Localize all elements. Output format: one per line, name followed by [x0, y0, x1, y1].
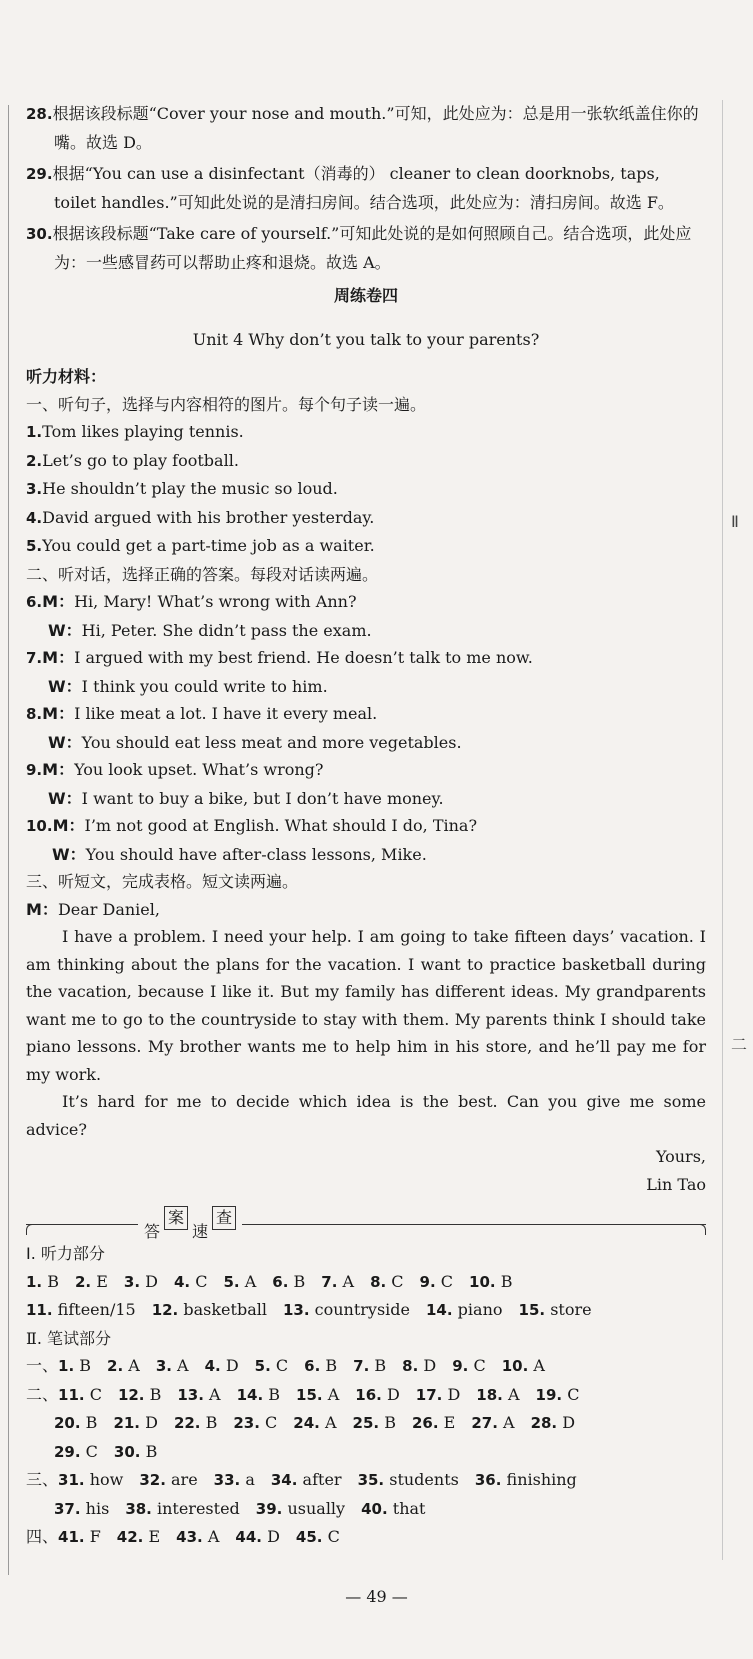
- answer-item: [214, 1470, 255, 1489]
- answer-value: C: [327, 1527, 340, 1546]
- sentence-number: 4.: [26, 508, 43, 527]
- answer-number: 20.: [54, 1414, 81, 1432]
- answer-value: B: [325, 1356, 338, 1375]
- answer-number: 30.: [113, 1442, 141, 1461]
- sentence-text: Let’s go to play football.: [42, 450, 239, 470]
- listening-part3-instruction: 三、听短文，完成表格。短文读两遍。: [26, 872, 299, 891]
- explanation-number: 28.: [26, 105, 53, 123]
- answer-value: A: [503, 1413, 515, 1432]
- answer-item: [114, 1442, 157, 1461]
- explanation-text: 根据该段标题“Cover your nose and mouth.”可知，此处应为：总是用一张软纸盖住你的嘴。故选 D。: [52, 104, 699, 152]
- answer-number: 9.: [419, 1272, 436, 1291]
- speaker-m-label: M：: [42, 704, 75, 723]
- answer-item: [271, 1470, 342, 1489]
- letter-signature: Lin Tao: [646, 1174, 706, 1194]
- answer-value: B: [79, 1356, 92, 1375]
- answer-value: fifteen/15: [57, 1300, 136, 1319]
- answer-value: E: [148, 1527, 161, 1546]
- answer-item: [296, 1385, 339, 1404]
- answer-number: 6.: [272, 1272, 289, 1291]
- answer-item: [502, 1356, 545, 1375]
- written-answer-row: [26, 1438, 706, 1467]
- dialogue-m-text: Hi, Mary! What’s wrong with Ann?: [74, 592, 357, 611]
- answer-number: 10.: [469, 1272, 496, 1291]
- answer-key-char: 速: [192, 1222, 209, 1241]
- answer-item: [174, 1272, 207, 1291]
- answer-item: [361, 1499, 425, 1518]
- answer-number: 21.: [113, 1414, 141, 1432]
- answer-value: students: [389, 1470, 459, 1489]
- written-answer-row: [26, 1495, 706, 1524]
- dialogue-w-text: You should eat less meat and more vegetables.: [81, 732, 462, 752]
- answer-item: [75, 1272, 108, 1291]
- answer-number: 7.: [321, 1272, 338, 1291]
- answer-number: 13.: [177, 1385, 204, 1404]
- dialogue-line-m: [26, 644, 706, 673]
- letter-closing: Yours,: [655, 1147, 706, 1166]
- answer-number: 26.: [411, 1414, 439, 1432]
- answer-number: 40.: [361, 1499, 388, 1518]
- section-prefix: 四、: [26, 1527, 59, 1546]
- written-answers: [26, 1352, 706, 1552]
- answer-item: [125, 1499, 239, 1518]
- letter-paragraph-1: I have a problem. I need your help. I am going to take fifteen days’ vacation. I am thinking about the plans for the vacation. I want to practice basketball during the vacation, because I like it. But my family has different ideas. My grandparents want me to go to the countryside to stay with them. My parents think I should take piano lessons. My brother wants me to help him in his store, and he’ll pay me for my work.: [26, 927, 706, 1084]
- dialogue-number: 8.: [26, 705, 43, 723]
- letter-greeting: Dear Daniel,: [57, 899, 160, 919]
- answer-item: [139, 1470, 197, 1489]
- answer-item: [223, 1272, 256, 1291]
- answer-number: 38.: [125, 1499, 152, 1518]
- dialogue-line-w: [26, 841, 706, 869]
- answer-value: C: [85, 1441, 98, 1461]
- answer-number: 2.: [107, 1357, 124, 1375]
- answer-item: [58, 1385, 102, 1404]
- answer-item: [107, 1356, 140, 1375]
- answer-value: usually: [287, 1498, 346, 1518]
- answer-value: D: [562, 1413, 576, 1432]
- explanation-number: 30.: [26, 225, 53, 243]
- answer-value: B: [268, 1384, 281, 1404]
- explanation-text: 根据“You can use a disinfectant（消毒的） cleaner to clean doorknobs, taps, toilet handles.”可知此处说的是清扫房间。结合选项，此处应为：清扫房间。故选 F。: [52, 164, 674, 212]
- listening-answers: [26, 1268, 706, 1325]
- answer-value: a: [245, 1470, 255, 1489]
- answer-value: A: [207, 1527, 220, 1546]
- answers-part-i-heading: Ⅰ. 听力部分: [26, 1244, 105, 1263]
- answer-value: countryside: [314, 1300, 410, 1319]
- answer-value: A: [324, 1413, 337, 1432]
- answer-row: [26, 1296, 706, 1325]
- sentence-number: 5.: [26, 537, 43, 555]
- answer-number: 29.: [54, 1442, 81, 1461]
- written-answer-row: [26, 1466, 706, 1495]
- column-divider: [722, 100, 723, 1560]
- dialogue-m-text: I like meat a lot. I have it every meal.: [74, 704, 378, 723]
- answer-value: D: [267, 1527, 280, 1546]
- answer-item: [256, 1499, 345, 1518]
- answer-item: [156, 1356, 189, 1375]
- answer-item: [402, 1356, 436, 1375]
- answer-item: [176, 1527, 219, 1546]
- answer-number: 37.: [54, 1499, 81, 1518]
- answer-number: 7.: [353, 1357, 370, 1375]
- listening-part2-instruction: 二、听对话，选择正确的答案。每段对话读两遍。: [26, 564, 379, 584]
- answer-value: B: [500, 1271, 513, 1291]
- answer-number: 18.: [476, 1385, 503, 1404]
- answer-item: [370, 1272, 403, 1291]
- dialogue-number: 9.: [26, 761, 43, 779]
- dialogue-number: 10.: [26, 817, 53, 835]
- answer-key-char: 查: [212, 1206, 236, 1230]
- speaker-m-label: M：: [42, 648, 75, 667]
- answer-number: 14.: [236, 1385, 264, 1404]
- answer-value: his: [85, 1498, 110, 1518]
- answer-value: basketball: [183, 1300, 267, 1319]
- answer-value: E: [443, 1413, 456, 1432]
- answer-item: [117, 1527, 160, 1546]
- answer-number: 5.: [254, 1357, 271, 1375]
- answer-value: that: [392, 1498, 426, 1518]
- answer-value: B: [374, 1356, 387, 1375]
- answer-item: [124, 1272, 158, 1291]
- answer-value: D: [447, 1384, 461, 1404]
- answer-value: C: [265, 1413, 278, 1432]
- answer-number: 12.: [117, 1385, 145, 1404]
- speaker-w-label: W：: [52, 844, 86, 864]
- dialogue-m-text: You look upset. What’s wrong?: [74, 760, 324, 779]
- answer-number: 41.: [58, 1528, 85, 1546]
- sentence-number: 3.: [26, 480, 43, 498]
- answer-number: 35.: [357, 1471, 385, 1489]
- answer-value: C: [89, 1384, 102, 1404]
- listening-sentence: [26, 475, 706, 504]
- dialogue-w-text: Hi, Peter. She didn’t pass the exam.: [81, 620, 372, 640]
- answer-number: 8.: [402, 1357, 419, 1375]
- answer-number: 45.: [295, 1528, 323, 1546]
- sentence-text: He shouldn’t play the music so loud.: [42, 479, 338, 498]
- sentence-number: 1.: [26, 423, 43, 441]
- answer-item: [475, 1470, 577, 1489]
- right-edge-glyph: Ⅱ: [731, 512, 739, 531]
- listening-dialogues: [26, 588, 706, 868]
- listening-sentence: [26, 532, 706, 561]
- answer-key-char: 案: [164, 1206, 188, 1230]
- answer-item: [255, 1356, 288, 1375]
- answer-value: D: [225, 1356, 239, 1375]
- answer-number: 11.: [58, 1385, 85, 1404]
- answer-value: A: [244, 1271, 257, 1291]
- answer-value: B: [145, 1441, 158, 1461]
- written-answer-row: [26, 1352, 706, 1381]
- answer-number: 13.: [282, 1301, 310, 1319]
- explanation-item: [26, 160, 706, 216]
- main-column: [26, 100, 706, 1552]
- answer-number: 1.: [26, 1272, 43, 1291]
- answer-item: [426, 1300, 503, 1319]
- answer-number: 44.: [235, 1528, 262, 1546]
- answer-item: [205, 1356, 239, 1375]
- answer-value: C: [567, 1384, 580, 1404]
- answer-value: A: [209, 1384, 221, 1404]
- answer-number: 34.: [270, 1471, 298, 1489]
- speaker-m-label: M：: [52, 816, 85, 835]
- dialogue-number: 6.: [26, 593, 43, 611]
- answer-number: 19.: [535, 1385, 563, 1404]
- answer-item: [469, 1272, 512, 1291]
- answer-number: 23.: [233, 1414, 260, 1432]
- answer-item: [58, 1470, 123, 1489]
- answer-value: B: [85, 1413, 98, 1432]
- answer-item: [293, 1413, 336, 1432]
- dialogue-line-w: [26, 729, 706, 757]
- sentence-text: Tom likes playing tennis.: [42, 422, 244, 441]
- answer-value: D: [423, 1356, 437, 1375]
- answer-item: [58, 1356, 91, 1375]
- speaker-w-label: W：: [48, 676, 82, 696]
- answer-item: [536, 1385, 580, 1404]
- explanation-item: [26, 220, 706, 276]
- answer-number: 27.: [471, 1414, 498, 1432]
- answer-item: [58, 1527, 101, 1546]
- answer-item: [152, 1300, 267, 1319]
- answer-key-header: [26, 1206, 706, 1240]
- answer-value: C: [391, 1271, 404, 1291]
- answer-item: [118, 1385, 161, 1404]
- answer-item: [177, 1385, 220, 1404]
- answer-value: E: [96, 1271, 108, 1291]
- answer-item: [416, 1385, 461, 1404]
- speaker-m-label: M：: [42, 760, 75, 779]
- answer-value: D: [386, 1384, 400, 1404]
- answer-value: D: [145, 1413, 158, 1432]
- answer-number: 10.: [501, 1357, 529, 1375]
- answer-item: [358, 1470, 459, 1489]
- sentence-number: 2.: [26, 451, 43, 470]
- answer-item: [420, 1272, 453, 1291]
- listening-sentence: [26, 504, 706, 533]
- dialogue-line-w: [26, 673, 706, 701]
- answer-item: [531, 1413, 576, 1432]
- section-prefix: 二、: [26, 1384, 59, 1404]
- section-prefix: 一、: [26, 1356, 59, 1375]
- answer-item: [304, 1356, 337, 1375]
- answer-value: finishing: [506, 1470, 577, 1489]
- answer-value: D: [145, 1271, 158, 1291]
- dialogue-line-m: [26, 756, 706, 785]
- sentence-text: You could get a part-time job as a waiter.: [42, 536, 375, 555]
- written-answer-row: [26, 1409, 706, 1438]
- answer-value: B: [205, 1413, 218, 1432]
- speaker-w-label: W：: [48, 620, 82, 640]
- dialogue-m-text: I argued with my best friend. He doesn’t talk to me now.: [74, 648, 533, 667]
- answer-item: [355, 1385, 400, 1404]
- answer-number: 9.: [452, 1357, 469, 1375]
- answer-number: 11.: [26, 1301, 53, 1319]
- answer-number: 12.: [151, 1301, 179, 1319]
- explanations-block: [26, 100, 706, 276]
- answer-value: C: [195, 1271, 208, 1291]
- answer-item: [26, 1300, 136, 1319]
- answer-number: 31.: [58, 1471, 85, 1489]
- answer-value: B: [293, 1271, 306, 1291]
- answer-item: [452, 1356, 485, 1375]
- answer-number: 4.: [173, 1272, 191, 1291]
- answer-value: B: [149, 1384, 162, 1404]
- answer-number: 22.: [173, 1414, 201, 1432]
- answer-row: [26, 1268, 706, 1297]
- listening-part1-instruction: 一、听句子，选择与内容相符的图片。每个句子读一遍。: [26, 394, 427, 414]
- answer-item: [174, 1413, 217, 1432]
- letter-paragraph-2: It’s hard for me to decide which idea is the best. Can you give me some advice?: [26, 1092, 706, 1139]
- answer-number: 16.: [355, 1385, 382, 1404]
- answer-value: A: [342, 1271, 355, 1291]
- answer-item: [272, 1272, 305, 1291]
- answer-number: 25.: [352, 1414, 380, 1432]
- answer-item: [233, 1413, 277, 1432]
- answer-item: [54, 1499, 109, 1518]
- answer-item: [54, 1442, 98, 1461]
- answer-item: [54, 1413, 97, 1432]
- answer-number: 8.: [370, 1272, 387, 1291]
- answer-item: [471, 1413, 514, 1432]
- answer-value: after: [302, 1470, 342, 1489]
- answer-number: 17.: [415, 1385, 443, 1404]
- explanation-item: [26, 100, 706, 156]
- answer-number: 24.: [293, 1414, 320, 1432]
- answer-value: A: [533, 1356, 545, 1375]
- answer-item: [353, 1356, 386, 1375]
- answer-number: 36.: [474, 1471, 502, 1489]
- section-prefix: 三、: [26, 1470, 59, 1489]
- explanation-number: 29.: [26, 165, 53, 183]
- answer-value: piano: [457, 1300, 503, 1319]
- dialogue-line-w: [26, 617, 706, 645]
- speaker-w-label: W：: [48, 788, 82, 808]
- answer-item: [113, 1413, 158, 1432]
- answer-item: [296, 1527, 340, 1546]
- answer-number: 28.: [530, 1414, 558, 1432]
- answer-number: 1.: [58, 1357, 75, 1375]
- answer-number: 2.: [75, 1272, 92, 1291]
- answer-item: [26, 1272, 59, 1291]
- dialogue-w-text: You should have after-class lessons, Mike.: [85, 844, 427, 864]
- answer-number: 6.: [304, 1357, 321, 1375]
- listening-sentences: [26, 418, 706, 561]
- answer-number: 43.: [176, 1528, 203, 1546]
- answer-value: A: [327, 1384, 340, 1404]
- answer-value: C: [275, 1356, 289, 1375]
- answer-number: 39.: [255, 1499, 283, 1518]
- section-title: 周练卷四: [333, 286, 398, 305]
- listening-sentence: [26, 418, 706, 447]
- section-subtitle: Unit 4 Why don’t you talk to your parents?: [192, 329, 540, 349]
- answer-key-char: 答: [144, 1222, 161, 1241]
- dialogue-w-text: I want to buy a bike, but I don’t have money.: [81, 788, 444, 808]
- dialogue-line-m: [26, 812, 706, 841]
- answer-value: F: [89, 1527, 101, 1546]
- listening-sentence: [26, 447, 706, 476]
- answer-item: [353, 1413, 396, 1432]
- dialogue-line-w: [26, 785, 706, 813]
- answer-number: 15.: [518, 1301, 546, 1319]
- answer-value: B: [47, 1271, 59, 1291]
- answer-item: [519, 1300, 592, 1319]
- answer-number: 14.: [426, 1301, 453, 1319]
- answer-value: A: [128, 1356, 140, 1375]
- left-margin-rule: [8, 105, 9, 1575]
- answer-value: how: [89, 1470, 124, 1489]
- explanation-text: 根据该段标题“Take care of yourself.”可知此处说的是如何照顾自己。结合选项，此处应为：一些感冒药可以帮助止疼和退烧。故选 A。: [52, 224, 692, 272]
- answer-number: 3.: [155, 1357, 172, 1375]
- answer-number: 42.: [116, 1528, 144, 1546]
- answer-item: [235, 1527, 280, 1546]
- answer-value: A: [507, 1384, 520, 1404]
- right-edge-glyph: 二: [731, 1035, 748, 1054]
- answer-value: B: [384, 1413, 396, 1432]
- answer-value: store: [550, 1300, 592, 1319]
- sentence-text: David argued with his brother yesterday.: [42, 507, 375, 527]
- answer-value: A: [177, 1356, 189, 1375]
- answer-value: C: [473, 1356, 486, 1375]
- answer-value: C: [440, 1271, 454, 1291]
- answer-number: 4.: [204, 1357, 221, 1375]
- speaker-w-label: W：: [48, 732, 82, 752]
- written-answer-row: [26, 1381, 706, 1410]
- answers-part-ii-heading: Ⅱ. 笔试部分: [26, 1328, 112, 1348]
- speaker-m-label: M：: [26, 899, 58, 919]
- dialogue-number: 7.: [26, 649, 43, 667]
- written-answer-row: [26, 1523, 706, 1552]
- dialogue-line-m: [26, 588, 706, 617]
- answer-value: are: [171, 1470, 198, 1489]
- answer-number: 15.: [296, 1385, 323, 1404]
- answer-key-title: [138, 1206, 242, 1246]
- listening-heading: 听力材料：: [26, 367, 107, 386]
- answer-number: 3.: [123, 1272, 141, 1291]
- answer-item: [476, 1385, 519, 1404]
- answer-item: [321, 1272, 354, 1291]
- answer-item: [283, 1300, 410, 1319]
- answer-number: 5.: [223, 1272, 240, 1291]
- dialogue-line-m: [26, 700, 706, 729]
- dialogue-m-text: I’m not good at English. What should I do, Tina?: [84, 816, 478, 835]
- answer-number: 32.: [139, 1471, 166, 1489]
- answer-item: [237, 1385, 280, 1404]
- answer-number: 33.: [213, 1471, 241, 1489]
- dialogue-w-text: I think you could write to him.: [81, 676, 328, 696]
- speaker-m-label: M：: [42, 592, 75, 611]
- answer-item: [412, 1413, 455, 1432]
- answer-value: interested: [156, 1498, 240, 1518]
- page-number: — 49 —: [345, 1587, 408, 1606]
